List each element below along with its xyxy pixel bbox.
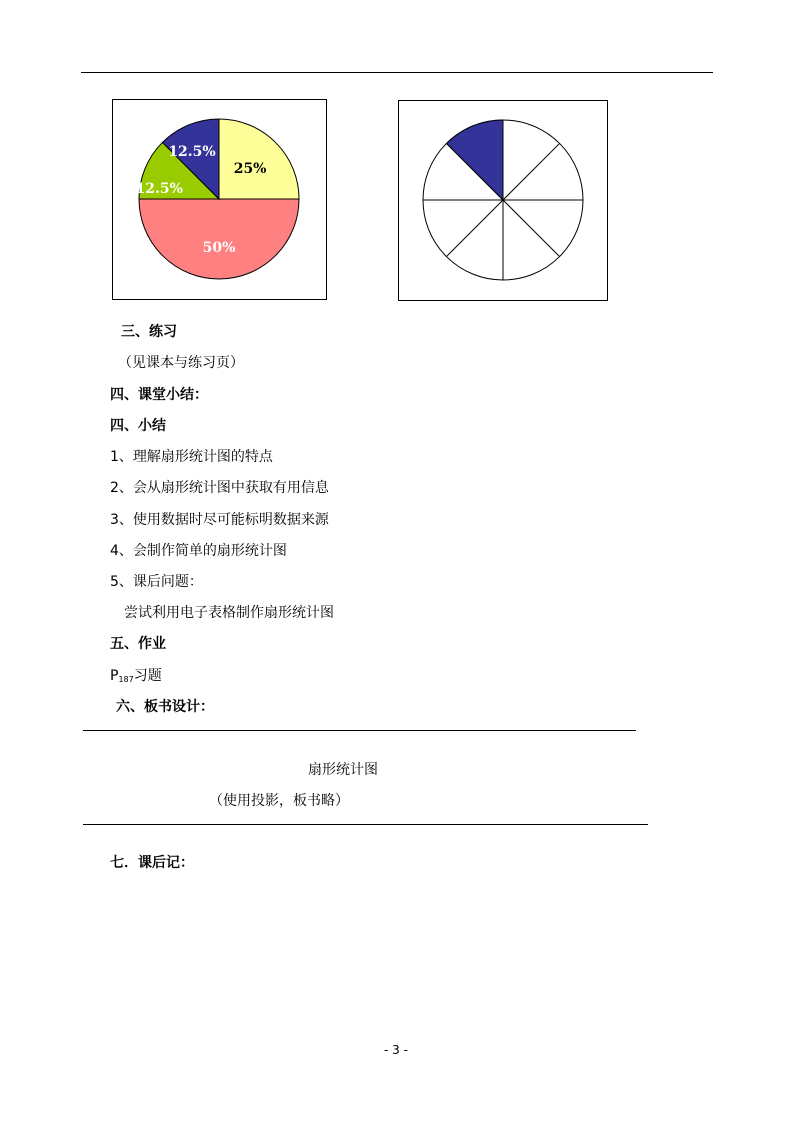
pie-slice-label: 50% xyxy=(202,240,236,256)
board-heading: 六、板书设计： xyxy=(116,699,214,715)
practice-text: （见课本与练习页） xyxy=(118,355,244,371)
summary-item: 1、理解扇形统计图的特点 xyxy=(110,449,273,465)
pie-slice-label: 25% xyxy=(233,160,267,177)
notes-heading: 七．课后记： xyxy=(110,855,194,871)
practice-heading: 三、练习 xyxy=(121,324,177,340)
pie-chart-box xyxy=(112,99,327,300)
homework-page-prefix: P xyxy=(110,668,119,684)
board-note: （使用投影，板书略） xyxy=(209,793,349,809)
summary-item: 3、使用数据时尽可能标明数据来源 xyxy=(110,512,329,528)
summary-heading: 四、小结 xyxy=(110,418,166,434)
pie-slice xyxy=(219,119,299,199)
summary-title: 四、课堂小结： xyxy=(110,387,208,403)
homework-heading: 五、作业 xyxy=(110,636,166,652)
summary-item: 5、课后问题： xyxy=(110,574,203,590)
page-number: - 3 - xyxy=(384,1043,408,1057)
homework-page-number: 187 xyxy=(118,675,134,684)
board-top-rule xyxy=(83,730,636,731)
empty-pie-box xyxy=(398,100,608,301)
empty-pie-template xyxy=(399,101,607,300)
pie-slice-label: 12.5% xyxy=(135,181,183,198)
summary-item: 2、会从扇形统计图中获取有用信息 xyxy=(110,480,329,496)
pie-chart xyxy=(113,100,326,299)
summary-item: 4、会制作简单的扇形统计图 xyxy=(110,543,287,559)
board-bottom-rule xyxy=(83,824,648,825)
pie-slice-label: 12.5% xyxy=(168,144,216,161)
header-rule xyxy=(81,72,713,73)
board-title: 扇形统计图 xyxy=(308,762,378,778)
homework-suffix: 习题 xyxy=(133,668,162,684)
pie-slice xyxy=(139,199,299,279)
homework-text xyxy=(110,665,162,685)
summary-item: 尝试利用电子表格制作扇形统计图 xyxy=(124,605,334,621)
